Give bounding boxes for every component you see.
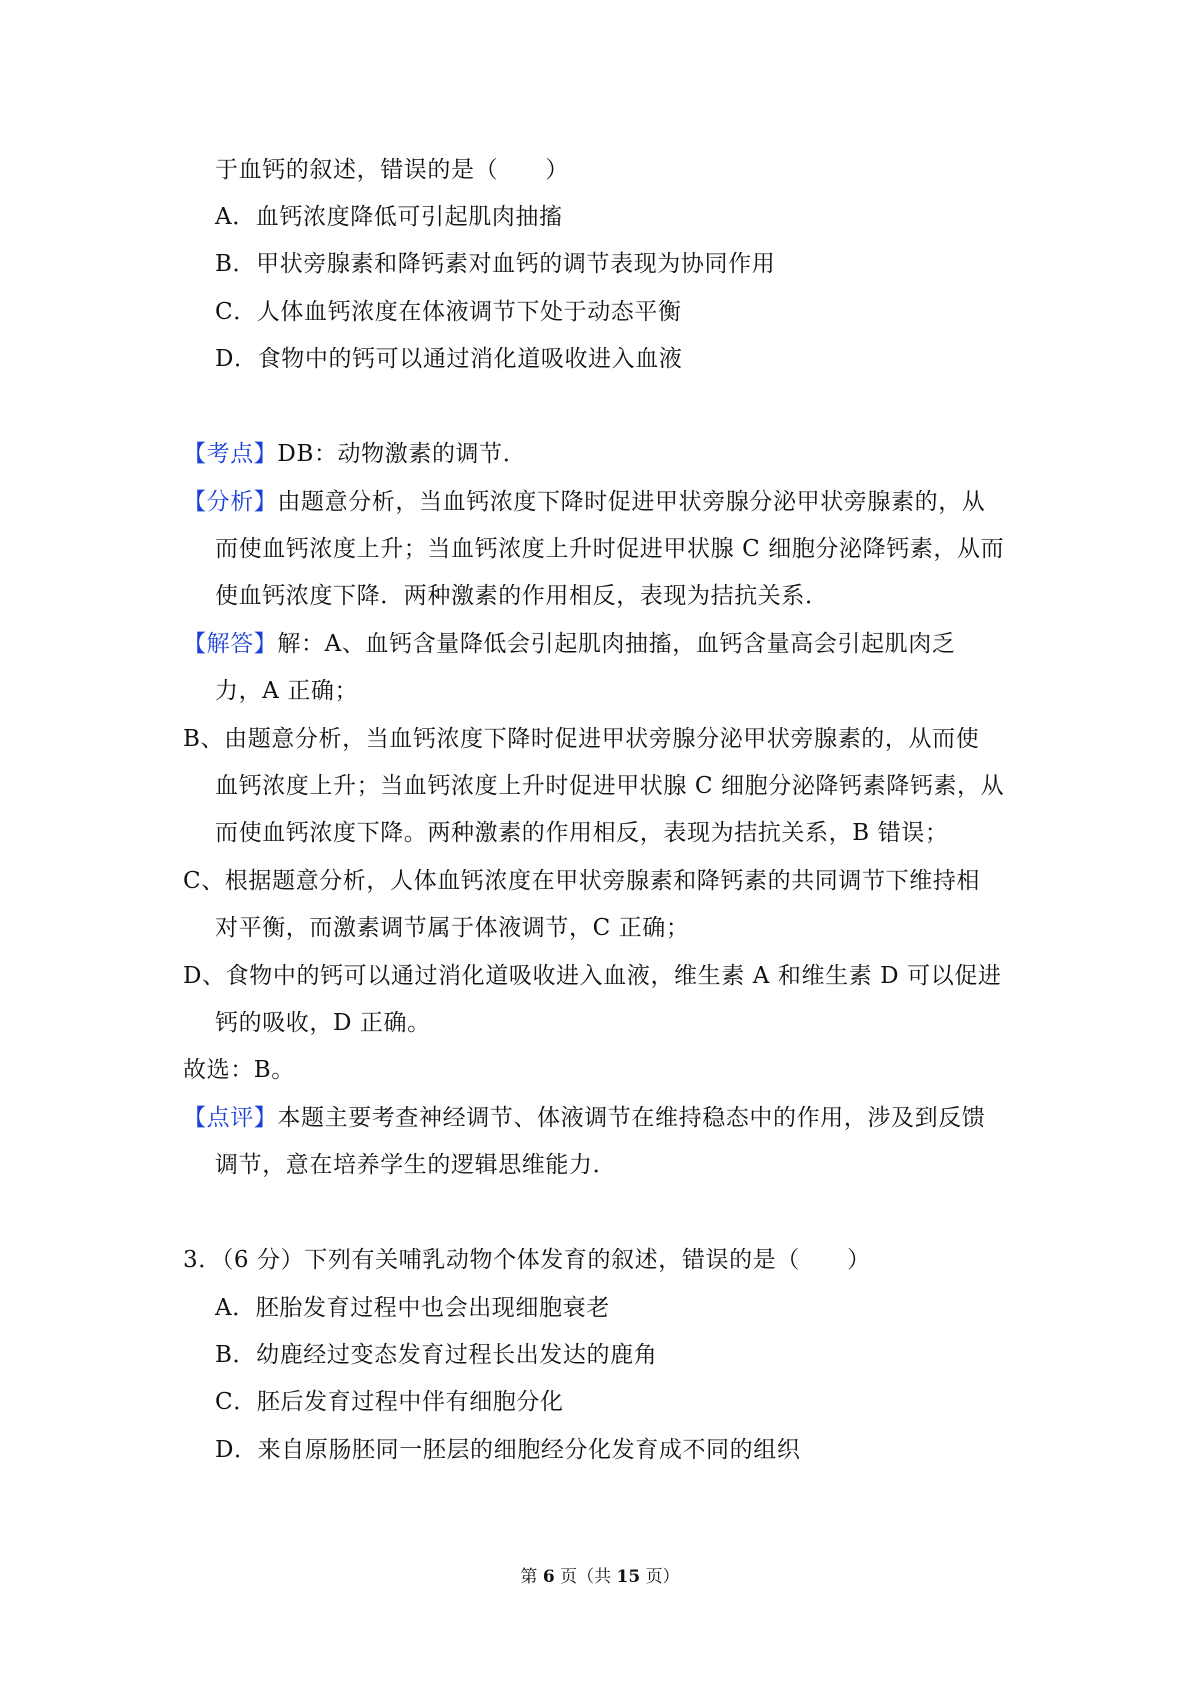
jieda-tag: 【解答】: [183, 631, 278, 657]
fenxi-text-2: 而使血钙浓度上升；当血钙浓度上升时促进甲状腺 C 细胞分泌降钙素，从而: [215, 536, 1005, 562]
q2-option-a: A．血钙浓度降低可引起肌肉抽搐: [215, 204, 563, 230]
q3-option-d: D．来自原肠胚同一胚层的细胞经分化发育成不同的组织: [215, 1437, 801, 1463]
fenxi-text-1: 由题意分析，当血钙浓度下降时促进甲状旁腺分泌甲状旁腺素的，从: [277, 489, 986, 515]
jieda-text-2: 力，A 正确；: [215, 678, 359, 704]
footer-suffix: 页）: [645, 1567, 680, 1587]
dianping-text-1: 本题主要考查神经调节、体液调节在维持稳态中的作用，涉及到反馈: [277, 1105, 986, 1131]
footer-total-pages: 15: [616, 1567, 641, 1587]
jieda-text-9: 钙的吸收，D 正确。: [215, 1010, 431, 1036]
q2-option-d: D．食物中的钙可以通过消化道吸收进入血液: [215, 346, 683, 372]
footer-prefix: 第: [520, 1567, 538, 1587]
jieda-text-5: 而使血钙浓度下降。两种激素的作用相反，表现为拮抗关系，B 错误；: [215, 820, 949, 846]
page-footer: [0, 1566, 1200, 1588]
q3-option-b: B．幼鹿经过变态发育过程长出发达的鹿角: [215, 1342, 658, 1368]
jieda-text-1: 解：A、血钙含量降低会引起肌肉抽搐，血钙含量高会引起肌肉乏: [277, 631, 956, 657]
fenxi-tag: 【分析】: [183, 489, 278, 515]
answer-choice: 故选：B。: [183, 1057, 295, 1083]
q2-option-b: B．甲状旁腺素和降钙素对血钙的调节表现为协同作用: [215, 251, 776, 277]
jieda-text-7: 对平衡，而激素调节属于体液调节，C 正确；: [215, 915, 690, 941]
footer-mid: 页（共: [560, 1567, 612, 1587]
q3-option-c: C．胚后发育过程中伴有细胞分化: [215, 1389, 564, 1415]
q3-stem: 3．（6 分）下列有关哺乳动物个体发育的叙述，错误的是（ ）: [183, 1247, 871, 1273]
jieda-text-4: 血钙浓度上升；当血钙浓度上升时促进甲状腺 C 细胞分泌降钙素降钙素，从: [215, 773, 1005, 799]
q2-option-c: C．人体血钙浓度在体液调节下处于动态平衡: [215, 299, 682, 325]
dianping-text-2: 调节，意在培养学生的逻辑思维能力．: [215, 1152, 617, 1178]
kaodian-line: [183, 439, 526, 469]
dianping-line-1: [183, 1103, 985, 1133]
fenxi-line-1: [183, 487, 985, 517]
q3-option-a: A．胚胎发育过程中也会出现细胞衰老: [215, 1295, 610, 1321]
dianping-tag: 【点评】: [183, 1105, 278, 1131]
footer-page-number: 6: [542, 1567, 555, 1587]
jieda-line-1: [183, 629, 955, 659]
kaodian-text: DB：动物激素的调节．: [277, 441, 527, 467]
jieda-text-6: C、根据题意分析，人体血钙浓度在甲状旁腺素和降钙素的共同调节下维持相: [183, 868, 980, 894]
q2-stem-tail: 于血钙的叙述，错误的是（ ）: [215, 157, 569, 183]
kaodian-tag: 【考点】: [183, 441, 278, 467]
jieda-text-3: B、由题意分析，当血钙浓度下降时促进甲状旁腺分泌甲状旁腺素的，从而使: [183, 726, 980, 752]
fenxi-text-3: 使血钙浓度下降．两种激素的作用相反，表现为拮抗关系．: [215, 583, 829, 609]
jieda-text-8: D、食物中的钙可以通过消化道吸收进入血液，维生素 A 和维生素 D 可以促进: [183, 963, 1002, 989]
